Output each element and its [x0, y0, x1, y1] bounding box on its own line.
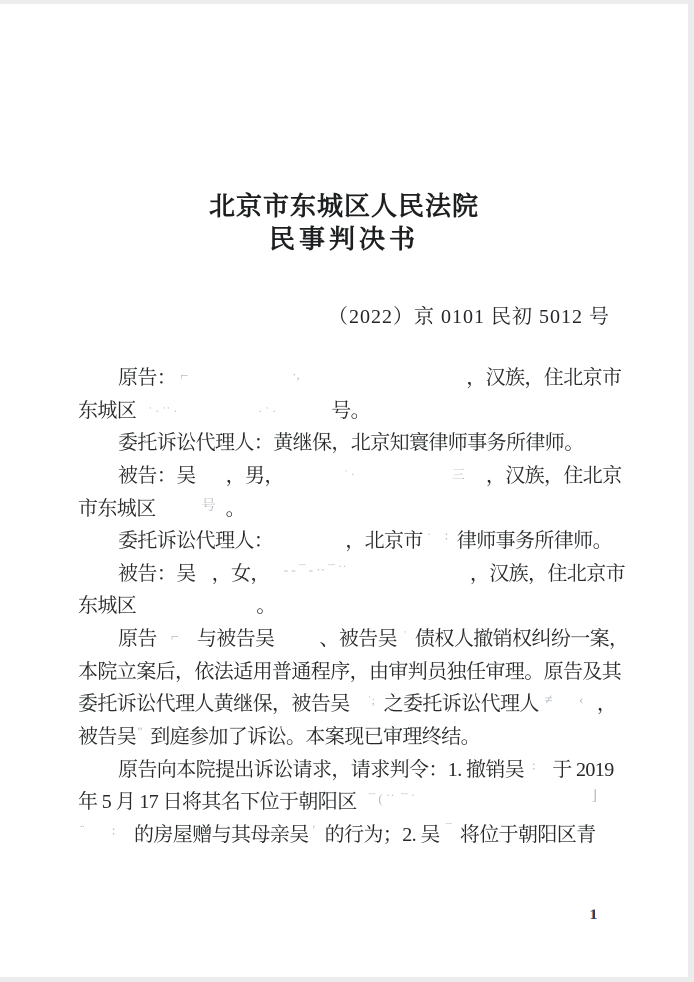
text-run: 年 5 月 17 日将其名下位于朝阳区: [78, 791, 357, 814]
body-line: [78, 590, 638, 623]
text-run: 将位于朝阳区青: [459, 823, 596, 846]
redaction-gap: [423, 527, 457, 547]
redaction-gap: [524, 756, 552, 776]
body-line: [78, 525, 638, 558]
redaction-gap: [78, 821, 134, 841]
text-run: 东城区: [78, 595, 137, 618]
body-text: [78, 362, 638, 852]
redaction-artifact: ⌋: [591, 789, 598, 805]
text-run: ，汉族，住北京: [485, 464, 622, 487]
redaction-artifact: ˙ ·: [343, 466, 355, 481]
text-run: 债权人撤销权纠纷一案，: [415, 628, 629, 651]
redaction-artifact: ': [312, 821, 315, 837]
redaction-gap: [273, 527, 345, 547]
text-run: 原告：: [118, 367, 177, 389]
body-line: [78, 460, 638, 493]
redaction-artifact: 号: [201, 498, 216, 514]
redaction-gap: [539, 690, 597, 710]
redaction-artifact: ·,: [292, 367, 300, 382]
body-line: [78, 754, 638, 787]
body-line: [78, 427, 638, 460]
document-title: 民事判决书: [268, 224, 419, 254]
page-number: 1: [590, 907, 598, 923]
text-run: 、被告吴: [319, 628, 398, 651]
body-line: [78, 558, 638, 591]
document-header: [0, 190, 688, 255]
text-run: 于 2019: [552, 758, 614, 781]
redaction-artifact: ¨: [80, 821, 85, 837]
text-run: 。: [225, 497, 246, 520]
redaction-artifact: ¯: [445, 820, 452, 835]
body-line: [78, 362, 638, 395]
body-line: [78, 493, 638, 526]
text-run: ，女，: [211, 562, 270, 585]
text-run: 律师事务所律师。: [456, 530, 613, 553]
text-run: 原告: [118, 628, 157, 651]
redaction-artifact: ¯ ( ˙˙ ¯ ˙: [368, 791, 416, 807]
redaction-artifact: - - ¯ - ·· ¯ ˙˙: [283, 561, 347, 577]
text-run: 委托诉讼代理人黄继保，被告吴: [78, 693, 350, 716]
text-run: 的行为；2. 吴: [324, 823, 440, 846]
document-page: [0, 4, 688, 977]
redaction-gap: [440, 821, 460, 841]
redaction-gap: [309, 821, 325, 841]
redaction-gap: [136, 397, 331, 417]
case-number: （2022）京 0101 民初 5012 号: [328, 306, 610, 328]
body-line: [78, 623, 638, 656]
redaction-artifact: ˙: [426, 530, 432, 546]
redaction-gap: [156, 495, 226, 515]
text-run: 的房屋赠与其母亲吴: [134, 823, 309, 846]
redaction-artifact: ⌐: [170, 630, 179, 646]
body-line: [78, 688, 638, 721]
text-run: 委托诉讼代理人：黄继保，北京知寰律师事务所律师。: [118, 432, 584, 455]
redaction-artifact: 三: [451, 466, 465, 482]
redaction-gap: [357, 788, 607, 808]
text-run: 东城区: [78, 399, 137, 422]
redaction-artifact: ˙;: [367, 693, 375, 708]
redaction-artifact: ⌐: [180, 369, 189, 384]
redaction-gap: [274, 625, 319, 645]
text-run: 之委托诉讼代理人: [383, 693, 539, 716]
text-run: 到庭参加了诉讼。本案现已审理终结。: [150, 726, 481, 749]
text-run: 原告向本院提出诉讼请求，请求判令：1. 撤销吴: [118, 758, 525, 781]
text-run: 号。: [331, 399, 371, 422]
redaction-artifact: ∶: [112, 824, 116, 839]
redaction-artifact: ‹: [578, 693, 584, 709]
redaction-gap: [176, 364, 466, 384]
text-run: 市东城区: [78, 497, 156, 520]
text-run: 委托诉讼代理人：: [118, 530, 274, 553]
text-run: ，汉族，住北京市: [466, 367, 622, 389]
text-run: ，男，: [225, 464, 284, 487]
redaction-artifact: ”: [137, 724, 143, 739]
redaction-gap: [397, 625, 415, 645]
body-line: [78, 786, 638, 819]
redaction-artifact: ˙: [403, 628, 408, 643]
redaction-gap: [136, 723, 150, 743]
redaction-gap: [284, 462, 486, 482]
redaction-gap: [270, 560, 470, 580]
redaction-gap: [196, 560, 212, 580]
court-name: 北京市东城区人民法院: [208, 191, 479, 221]
text-run: ，: [596, 693, 617, 716]
redaction-gap: [157, 625, 197, 645]
body-line: [78, 721, 638, 754]
redaction-artifact: ∶: [444, 530, 448, 545]
text-run: 本院立案后，依法适用普通程序，由审判员独任审理。原告及其: [78, 660, 622, 683]
redaction-gap: [136, 592, 256, 612]
text-run: 被告：吴: [118, 464, 196, 487]
body-line: [78, 656, 638, 689]
text-run: 。: [256, 595, 276, 618]
body-line: [78, 395, 638, 428]
text-run: ，北京市: [345, 530, 423, 553]
text-run: 与被告吴: [196, 628, 275, 651]
redaction-artifact: · ˙ ·: [258, 403, 277, 418]
redaction-artifact: ∶: [532, 759, 536, 774]
redaction-artifact: ˙ · ˙˙ ·: [148, 403, 178, 418]
body-line: [78, 819, 638, 852]
redaction-gap: [196, 462, 226, 482]
redaction-gap: [350, 690, 384, 710]
redaction-artifact: ≠: [544, 693, 553, 709]
text-run: ，汉族，住北京市: [469, 562, 626, 585]
text-run: 被告：吴: [118, 562, 196, 585]
text-run: 被告吴: [78, 726, 137, 749]
